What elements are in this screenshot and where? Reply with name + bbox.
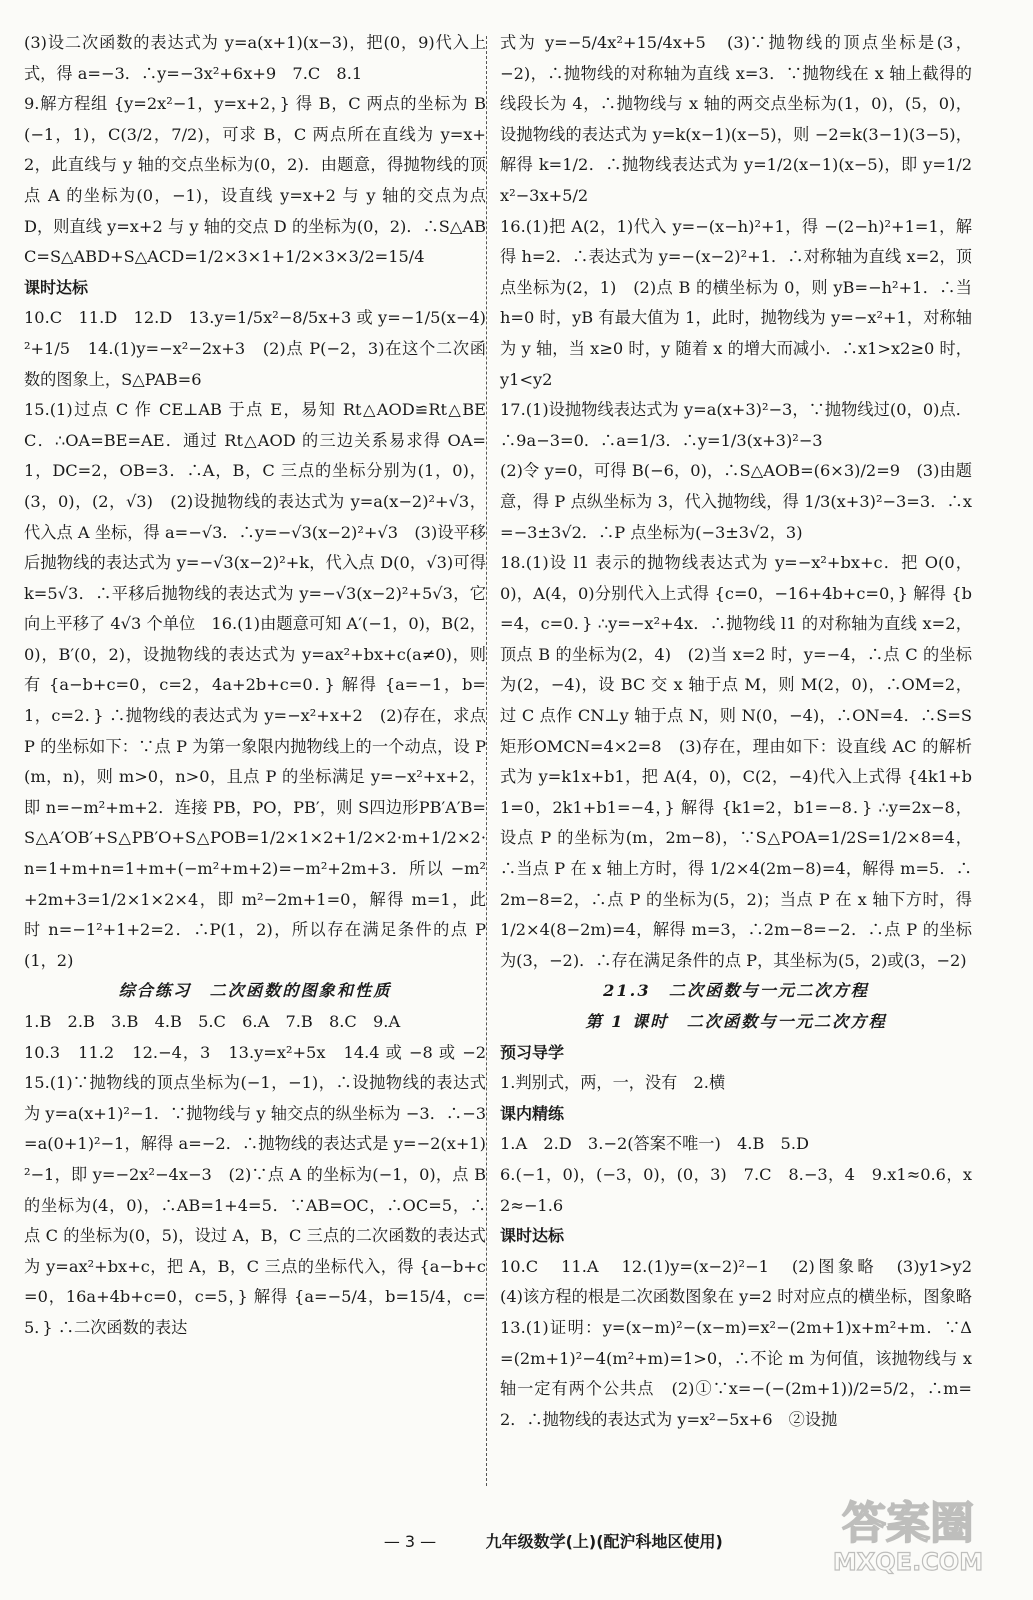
paragraph-left-2: 9.解方程组 {y=2x²−1，y=x+2，} 得 B，C 两点的坐标为 B(−1，1)，C(3/2，7/2)，可求 B，C 两点所在直线为 y=x+2，此直线与 y 轴的交点坐标为(0，2)．由题意，得抛物线的顶点 A 的坐标为(0，−1)，设直线 y=x+2 与 y 轴的交点为点 D，则直线 y=x+2 与 y 轴的交点 D 的坐标为(0，2)．∴S△ABC=S△ABD+S△ACD=1/2×3×1+1/2×3×3/2=15/4: [24, 94, 486, 267]
paragraph-right-8: 6.(−1，0)，(−3，0)，(0，3) 7.C 8.−3，4 9.x1≈0.6，x2≈−1.6: [500, 1164, 972, 1215]
paragraph-left-6: 10.3 11.2 12.−4，3 13.y=x²+5x 14.4 或 −8 或 −2 15.(1)∵抛物线的顶点坐标为(−1，−1)，∴设抛物线的表达式为 y=a(x+1)²−1．∵抛物线与 y 轴交点的纵坐标为 −3．∴−3=a(0+1)²−1，解得 a=−2．∴抛物线的表达式是 y=−2(x+1)²−1，即 y=−2x²−4x−3 (2)∵点 A 的坐标为(−1，0)，点 B 的坐标为(4，0)，∴AB=1+4=5．∵AB=OC，∴OC=5，∴点 C 的坐标为(0，5)，设过 A，B，C 三点的二次函数的表达式为 y=ax²+bx+c，把 A，B，C 三点的坐标代入，得 {a−b+c=0，16a+4b+c=0，c=5，} 解得 {a=−5/4，b=15/4，c=5．} ∴二次函数的表达: [24, 1042, 503, 1337]
heading-kenei-jinglian: 课内精练: [500, 1103, 565, 1123]
watermark-brand: 答案圈: [842, 1498, 974, 1549]
heading-yuxi-daoxue: 预习导学: [500, 1042, 565, 1062]
page-number: — 3 —: [383, 1532, 437, 1551]
paragraph-left-3: 10.C 11.D 12.D 13.y=1/5x²−8/5x+3 或 y=−1/5(x−4)²+1/5 14.(1)y=−x²−2x+3 (2)点 P(−2，3)在这个二次函数的图象上，S△PAB=6: [24, 308, 486, 389]
paragraph-right-7: 1.A 2.D 3.−2(答案不唯一) 4.B 5.D: [500, 1134, 809, 1154]
paragraph-right-1: 式为 y=−5/4x²+15/4x+5 (3)∵抛物线的顶点坐标是(3，−2)，∴抛物线的对称轴为直线 x=3．∵抛物线在 x 轴上截得的线段长为 4，∴抛物线与 x 轴的两交点坐标为(1，0)，(5，0)，设抛物线的表达式为 y=k(x−1)(x−5)，则 −2=k(3−1)(3−5)，解得 k=1/2．∴抛物线表达式为 y=1/2(x−1)(x−5)，即 y=1/2x²−3x+5/2: [500, 33, 972, 205]
watermark-logo: [803, 1488, 1013, 1578]
book-title: 九年级数学(上)(配沪科地区使用): [485, 1532, 723, 1551]
right-column: [500, 28, 989, 1435]
paragraph-right-4: (2)令 y=0，可得 B(−6，0)，∴S△AOB=(6×3)/2=9 (3)由题意，得 P 点纵坐标为 3，代入抛物线，得 1/3(x+3)²−3=3．∴x=−3±3√2．∴P 点坐标为(−3±3√2，3): [500, 461, 972, 542]
paragraph-right-2: 16.(1)把 A(2，1)代入 y=−(x−h)²+1，得 −(2−h)²+1=1，解得 h=2．∴表达式为 y=−(x−2)²+1．∴对称轴为直线 x=2，顶点坐标为(2，1) (2)点 B 的横坐标为 0，则 yB=−h²+1．∴当 h=0 时，yB 有最大值为 1，此时，抛物线为 y=−x²+1，对称轴为 y 轴，当 x≥0 时，y 随着 x 的增大而减小．∴x1>x2≥0 时，y1<y2: [500, 216, 972, 389]
paragraph-right-3: 17.(1)设抛物线表达式为 y=a(x+3)²−3，∵抛物线过(0，0)点．∴9a−3=0．∴a=1/3．∴y=1/3(x+3)²−3: [500, 400, 972, 450]
paragraph-left-4: 15.(1)过点 C 作 CE⊥AB 于点 E，易知 Rt△AOD≌Rt△BEC．∴OA=BE=AE．通过 Rt△AOD 的三边关系易求得 OA=1，DC=2，OB=3．∴A，B，C 三点的坐标分别为(1，0)，(3，0)，(2，√3) (2)设抛物线的表达式为 y=a(x−2)²+√3，代入点 A 坐标，得 a=−√3．∴y=−√3(x−2)²+√3 (3)设平移后抛物线的表达式为 y=−√3(x−2)²+k，代入点 D(0，√3)可得 k=5√3．∴平移后抛物线的表达式为 y=−√3(x−2)²+5√3，它向上平移了 4√3 个单位 16.(1)由题意可知 A′(−1，0)，B(2，0)，B′(0，2)，设抛物线的表达式为 y=ax²+bx+c(a≠0)，则有 {a−b+c=0，c=2，4a+2b+c=0．} 解得 {a=−1，b=1，c=2．} ∴抛物线的表达式为 y=−x²+x+2 (2)存在，求点 P 的坐标如下：∵点 P 为第一象限内抛物线上的一个动点，设 P(m，n)，则 m>0，n>0，且点 P 的坐标满足 y=−x²+x+2，即 n=−m²+m+2．连接 PB，PO，PB′，则 S四边形PB′A′B=S△A′OB′+S△PB′O+S△POB=1/2×1×2+1/2×2·m+1/2×2·n=1+m+n=1+m+(−m²+m+2)=−m²+2m+3．所以 −m²+2m+3=1/2×1×2×4，即 m²−2m+1=0，解得 m=1，此时 n=−1²+1+2=2．∴P(1，2)，所以存在满足条件的点 P(1，2): [24, 400, 486, 970]
watermark-site: MXQE.COM: [832, 1548, 984, 1576]
heading-keshi-dabiao-2: 课时达标: [500, 1226, 565, 1246]
heading-keshi-dabiao: 课时达标: [24, 277, 89, 297]
paragraph-right-9: 10.C 11.A 12.(1)y=(x−2)²−1 (2)图象略 (3)y1>y2 (4)该方程的根是二次函数图象在 y=2 时对应点的横坐标，图象略 13.(1)证明：y=(x−m)²−(x−m)=x²−(2m+1)x+m²+m．∵Δ=(2m+1)²−4(m²+m)=1>0，∴不论 m 为何值，该抛物线与 x 轴一定有两个公共点 (2)①∵x=−(−(2m+1))/2=5/2，∴m=2．∴抛物线的表达式为 y=x²−5x+6 ②设抛: [500, 1256, 989, 1429]
paragraph-right-5: 18.(1)设 l1 表示的抛物线表达式为 y=−x²+bx+c．把 O(0，0)，A(4，0)分别代入上式得 {c=0，−16+4b+c=0，} 解得 {b=4，c=0．} ∴y=−x²+4x．∴抛物线 l1 的对称轴为直线 x=2，顶点 B 的坐标为(2，4) (2)当 x=2 时，y=−4，∴点 C 的坐标为(2，−4)，设 BC 交 x 轴于点 M，则 M(2，0)，∴OM=2，过 C 点作 CN⊥y 轴于点 N，则 N(0，−4)，∴ON=4．∴S=S矩形OMCN=4×2=8 (3)存在，理由如下：设直线 AC 的解析式为 y=k1x+b1，把 A(4，0)，C(2，−4)代入上式得 {4k1+b1=0，2k1+b1=−4，} 解得 {k1=2，b1=−8．} ∴y=2x−8，设点 P 的坐标为(m，2m−8)，∵S△POA=1/2S=1/2×8=4，∴当点 P 在 x 轴上方时，得 1/2×4(2m−8)=4，解得 m=5．∴2m−8=2，∴点 P 的坐标为(5，2)；当点 P 在 x 轴下方时，得 1/2×4(8−2m)=4，解得 m=3，∴2m−8=−2．∴点 P 的坐标为(3，−2)．∴存在满足条件的点 P，其坐标为(5，2)或(3，−2): [500, 553, 972, 970]
paragraph-left-5: 1.B 2.B 3.B 4.B 5.C 6.A 7.B 8.C 9.A: [24, 1012, 401, 1031]
left-column: [24, 28, 503, 1344]
paragraph-right-6: 1.判别式，两，一，没有 2.横: [500, 1073, 726, 1093]
section-title: 21.3 二次函数与一元二次方程: [603, 981, 869, 1001]
lesson-title: 第 1 课时 二次函数与一元二次方程: [585, 1012, 887, 1031]
heading-zonghe-lianxi: 综合练习 二次函数的图象和性质: [118, 981, 392, 1001]
paragraph-left-1: (3)设二次函数的表达式为 y=a(x+1)(x−3)，把(0，9)代入上式，得 a=−3．∴y=−3x²+6x+9 7.C 8.1: [24, 33, 486, 83]
column-divider: [486, 36, 487, 1486]
